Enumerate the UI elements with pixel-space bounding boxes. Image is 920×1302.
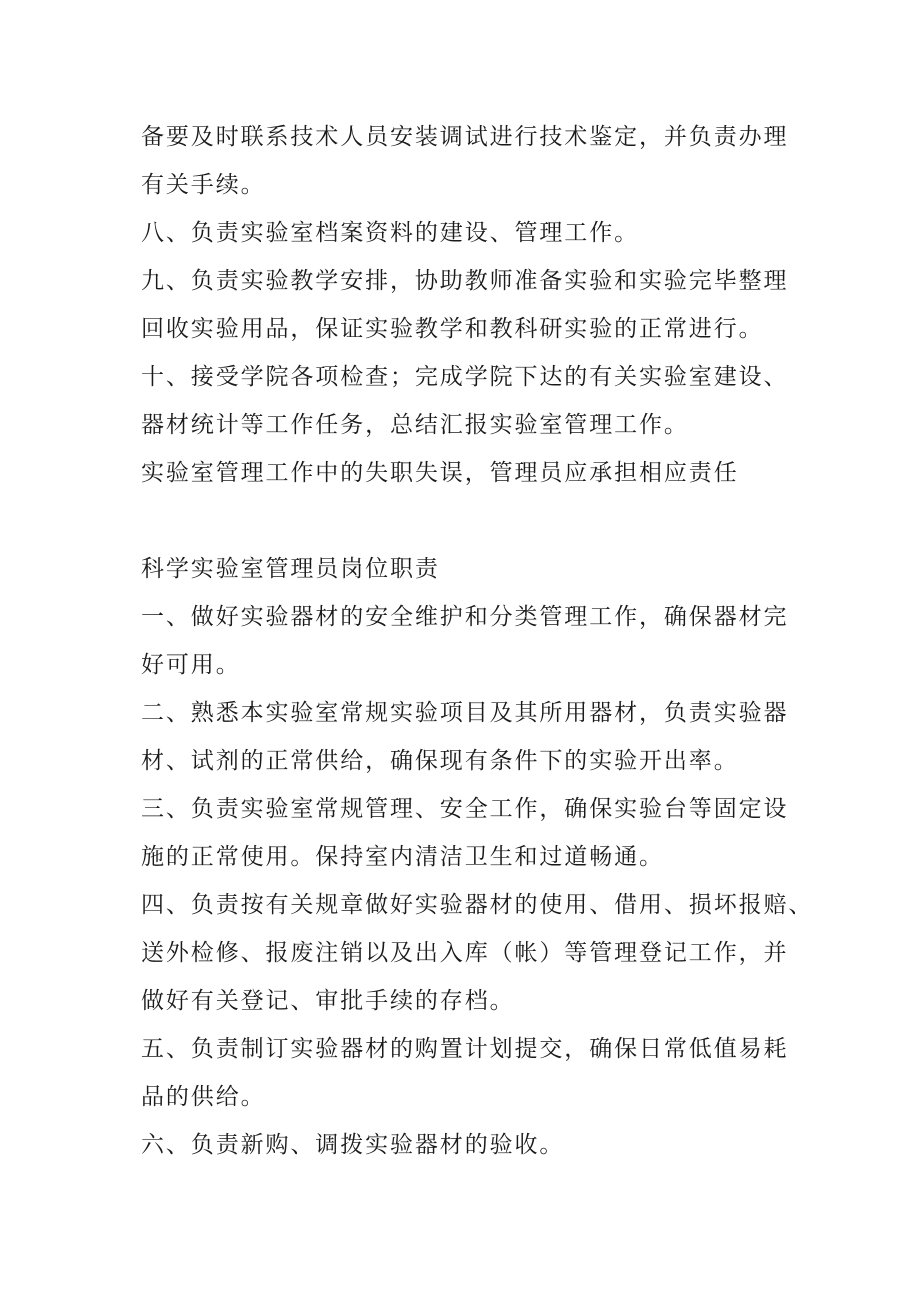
text-line: 材、试剂的正常供给，确保现有条件下的实验开出率。 [141,748,739,774]
text-line: 实验室管理工作中的失职失误，管理员应承担相应责任 [141,460,739,486]
text-line: 六、负责新购、调拨实验器材的验收。 [141,1132,565,1158]
text-line: 做好有关登记、审批手续的存档。 [141,988,515,1014]
text-line: 八、负责实验室档案资料的建设、管理工作。 [141,220,639,246]
text-line: 好可用。 [141,652,241,678]
text-line: 三、负责实验室常规管理、安全工作，确保实验台等固定设 [141,796,789,822]
text-line: 四、负责按有关规章做好实验器材的使用、借用、损坏报赔、 [141,892,814,918]
text-line: 品的供给。 [141,1084,266,1110]
text-line: 一、做好实验器材的安全维护和分类管理工作，确保器材完 [141,604,789,630]
text-line: 五、负责制订实验器材的购置计划提交，确保日常低值易耗 [141,1036,789,1062]
text-line: 回收实验用品，保证实验教学和教科研实验的正常进行。 [141,316,764,342]
text-line: 送外检修、报废注销以及出入库（帐）等管理登记工作，并 [141,940,789,966]
text-line: 有关手续。 [141,172,266,198]
text-line: 二、熟悉本实验室常规实验项目及其所用器材，负责实验器 [141,700,789,726]
text-line: 备要及时联系技术人员安装调试进行技术鉴定，并负责办理 [141,124,789,150]
text-line: 器材统计等工作任务，总结汇报实验室管理工作。 [141,412,689,438]
text-line: 施的正常使用。保持室内清洁卫生和过道畅通。 [141,844,664,870]
text-line: 九、负责实验教学安排，协助教师准备实验和实验完毕整理 [141,268,789,294]
section-title: 科学实验室管理员岗位职责 [141,556,440,582]
text-line: 十、接受学院各项检查；完成学院下达的有关实验室建设、 [141,364,789,390]
